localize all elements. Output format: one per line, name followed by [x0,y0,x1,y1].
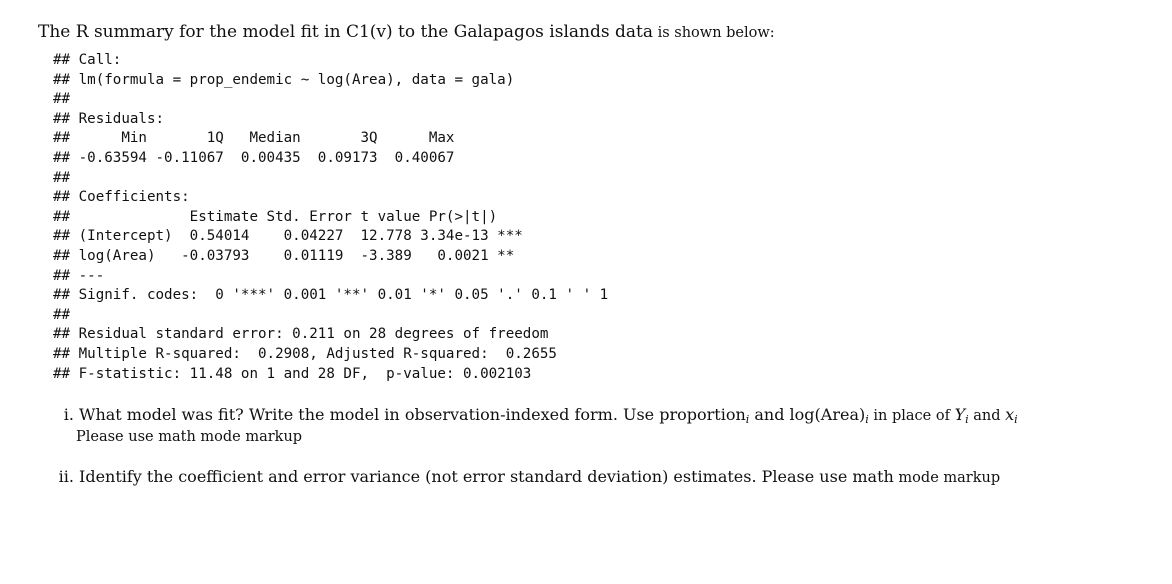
question-text-c: in place of [868,408,955,424]
question-text-d: and [968,408,1006,424]
code-line: ## [53,91,71,108]
code-line: ## [53,306,71,323]
code-line: ## Estimate Std. Error t value Pr(>|t|) [53,208,498,225]
question-text-main: Identify the coefficient and error variance (not error standard deviation) estimates. Please use math [79,467,894,486]
subscript-i: i [745,413,750,426]
intro-small: is shown below: [652,25,775,41]
code-line: ## Coefficients: [53,189,190,206]
r-summary-output [53,51,608,384]
var-x: x [1005,405,1015,424]
intro-text [38,22,775,42]
code-line: ## Call: [53,52,122,68]
subscript-i: i [865,413,869,426]
intro-main: The R summary for the model fit in C1(v) to the Galapagos islands data [38,22,653,42]
code-line: ## Residual standard error: 0.211 on 28 degrees of freedom [53,326,549,343]
code-line: ## lm(formula = prop_endemic ~ log(Area), data = gala) [53,71,515,88]
code-line: ## Signif. codes: 0 '***' 0.001 '**' 0.01 '*' 0.05 '.' 0.1 ' ' 1 [53,287,609,304]
code-line: ## Min 1Q Median 3Q Max [53,130,455,147]
question-number: i. [63,405,74,424]
question-text-b: and log(Area) [749,405,866,424]
question-number: ii. [58,467,74,486]
code-line: ## -0.63594 -0.11067 0.00435 0.09173 0.40067 [53,149,455,166]
var-y: Y [954,405,966,424]
code-line: ## log(Area) -0.03793 0.01119 -3.389 0.0021 ** [53,247,515,264]
code-line: ## Multiple R-squared: 0.2908, Adjusted R-squared: 0.2655 [53,345,557,362]
question-ii [48,467,1000,486]
code-line: ## [53,169,71,186]
question-text-small: mode markup [893,470,1001,486]
question-text-a: What model was fit? Write the model in observation-indexed form. Use proportion [79,405,746,424]
code-line: ## F-statistic: 11.48 on 1 and 28 DF, p-value: 0.002103 [53,365,532,382]
code-line: ## --- [53,267,105,284]
question-i-continuation: Please use math mode markup [76,429,303,445]
code-line: ## (Intercept) 0.54014 0.04227 12.778 3.34e-13 *** [53,228,523,245]
question-i [48,405,1018,426]
subscript-i: i [965,413,969,426]
code-line: ## Residuals: [53,110,165,127]
subscript-i: i [1014,413,1018,426]
